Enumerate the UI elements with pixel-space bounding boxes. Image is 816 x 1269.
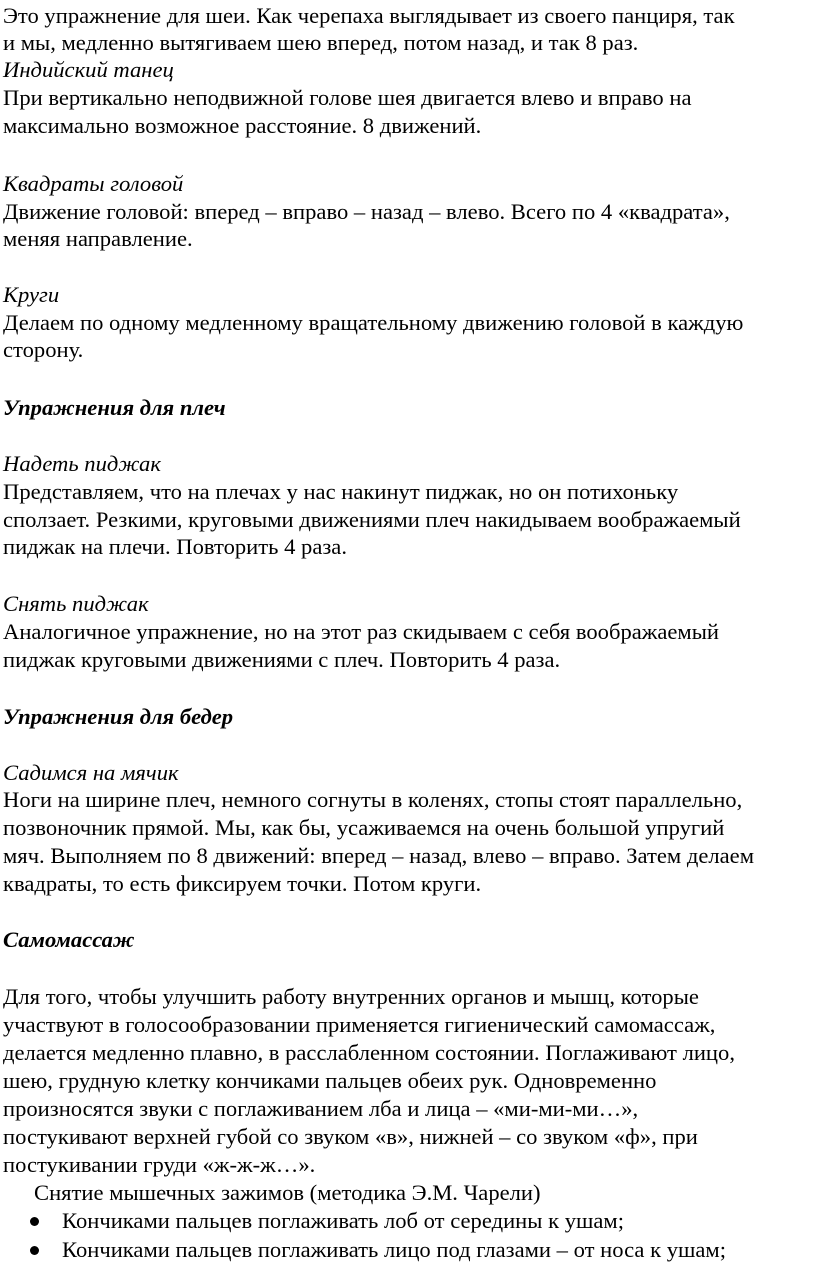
bullet-item-1: Кончиками пальцев поглаживать лоб от середины к ушам;	[62, 1208, 624, 1233]
self-massage-line-5: произносятся звуки с поглаживанием лба и лица – «ми-ми-ми…»,	[3, 1096, 639, 1121]
circles-title: Круги	[3, 282, 60, 307]
put-on-jacket-line-2: сползает. Резкими, круговыми движениями плеч накидываем воображаемый	[3, 507, 741, 532]
neck-intro-line-1: Это упражнение для шеи. Как черепаха выглядывает из своего панциря, так	[3, 3, 735, 28]
take-off-jacket-line-2: пиджак круговыми движениями с плеч. Повторить 4 раза.	[3, 647, 561, 672]
head-squares-line-2: меняя направление.	[3, 226, 193, 251]
neck-intro-line-2: и мы, медленно вытягиваем шею вперед, потом назад, и так 8 раз.	[3, 30, 639, 55]
take-off-jacket-line-1: Аналогичное упражнение, но на этот раз скидываем с себя воображаемый	[3, 619, 720, 644]
self-massage-line-7: постукивании груди «ж-ж-ж…».	[3, 1152, 316, 1177]
shoulders-heading: Упражнения для плеч	[3, 395, 226, 420]
head-squares-line-1: Движение головой: вперед – вправо – назад – влево. Всего по 4 «квадрата»,	[3, 199, 730, 224]
self-massage-line-4: шею, грудную клетку кончиками пальцев обеих рук. Одновременно	[3, 1068, 657, 1093]
put-on-jacket-line-1: Представляем, что на плечах у нас накинут пиджак, но он потихоньку	[3, 479, 679, 504]
sit-on-ball-line-4: квадраты, то есть фиксируем точки. Потом круги.	[3, 871, 482, 896]
indian-dance-title: Индийский танец	[3, 57, 174, 82]
sit-on-ball-line-2: позвоночник прямой. Мы, как бы, усаживаемся на очень большой упругий	[3, 815, 725, 840]
self-massage-line-3: делается медленно плавно, в расслабленном состоянии. Поглаживают лицо,	[3, 1040, 735, 1065]
self-massage-line-1: Для того, чтобы улучшить работу внутренних органов и мышц, которые	[3, 984, 699, 1009]
indian-dance-line-1: При вертикально неподвижной голове шея двигается влево и вправо на	[3, 85, 692, 110]
self-massage-heading: Самомассаж	[3, 927, 135, 952]
indian-dance-line-2: максимально возможное расстояние. 8 движений.	[3, 113, 482, 138]
sit-on-ball-line-1: Ноги на ширине плеч, немного согнуты в коленях, стопы стоят параллельно,	[3, 787, 743, 812]
self-massage-line-6: постукивают верхней губой со звуком «в», нижней – со звуком «ф», при	[3, 1124, 698, 1149]
circles-line-1: Делаем по одному медленному вращательному движению головой в каждую	[3, 310, 744, 335]
circles-line-2: сторону.	[3, 337, 84, 362]
sit-on-ball-line-3: мяч. Выполняем по 8 движений: вперед – назад, влево – вправо. Затем делаем	[3, 843, 754, 868]
self-massage-line-2: участвуют в голосообразовании применяется гигиенический самомассаж,	[3, 1012, 716, 1037]
put-on-jacket-title: Надеть пиджак	[3, 451, 161, 476]
bullet-item-2: Кончиками пальцев поглаживать лицо под глазами – от носа к ушам;	[62, 1237, 726, 1262]
take-off-jacket-title: Снять пиджак	[3, 591, 149, 616]
bullet-icon	[30, 1217, 39, 1226]
bullet-icon	[30, 1246, 39, 1255]
clamps-title: Снятие мышечных зажимов (методика Э.М. Чарели)	[34, 1180, 541, 1205]
put-on-jacket-line-3: пиджак на плечи. Повторить 4 раза.	[3, 534, 347, 559]
head-squares-title: Квадраты головой	[3, 171, 184, 196]
hips-heading: Упражнения для бедер	[3, 704, 234, 729]
sit-on-ball-title: Садимся на мячик	[3, 760, 179, 785]
